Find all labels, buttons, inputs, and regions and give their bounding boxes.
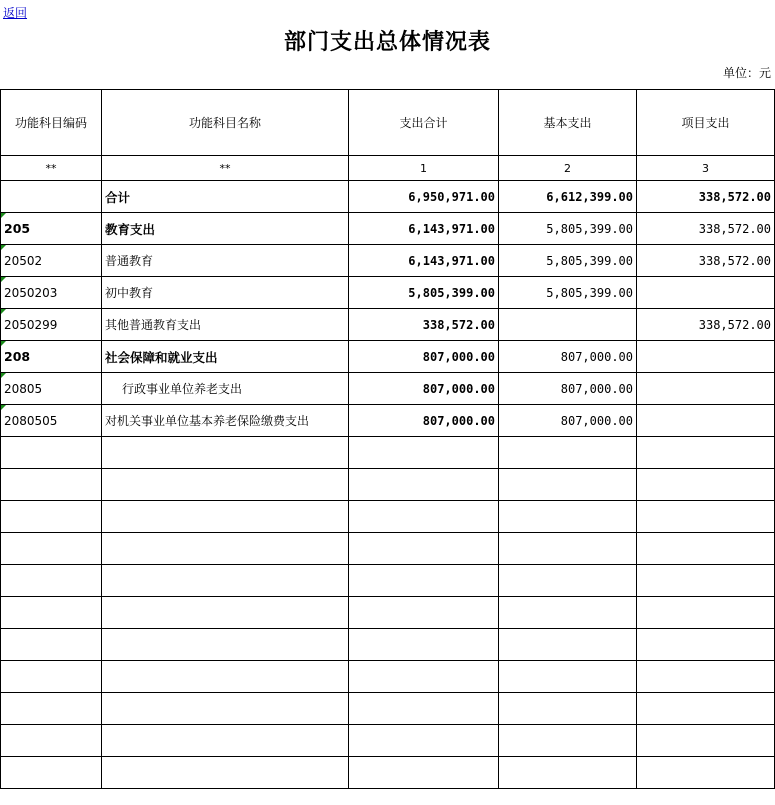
empty-cell	[349, 533, 499, 565]
name-cell: 对机关事业单位基本养老保险缴费支出	[102, 405, 349, 437]
empty-cell	[102, 725, 349, 757]
header-name: 功能科目名称	[102, 90, 349, 156]
empty-row	[1, 597, 775, 629]
empty-cell	[102, 533, 349, 565]
empty-cell	[102, 757, 349, 789]
basic-cell: 807,000.00	[499, 373, 637, 405]
cell-marker-icon	[1, 373, 6, 378]
total-cell: 6,143,971.00	[349, 245, 499, 277]
empty-row	[1, 725, 775, 757]
table-row	[1, 181, 775, 213]
name-cell: 社会保障和就业支出	[102, 341, 349, 373]
empty-cell	[637, 565, 775, 597]
empty-cell	[349, 501, 499, 533]
expenditure-table	[0, 89, 775, 789]
empty-cell	[637, 533, 775, 565]
empty-cell	[499, 661, 637, 693]
empty-row	[1, 629, 775, 661]
empty-cell	[349, 661, 499, 693]
total-cell: 5,805,399.00	[349, 277, 499, 309]
index-cell: 1	[349, 156, 499, 181]
index-cell: 2	[499, 156, 637, 181]
total-cell: 807,000.00	[349, 405, 499, 437]
total-cell: 6,950,971.00	[349, 181, 499, 213]
empty-cell	[499, 693, 637, 725]
page-title: 部门支出总体情况表	[283, 29, 491, 55]
empty-cell	[349, 565, 499, 597]
header-code: 功能科目编码	[1, 90, 102, 156]
table-row	[1, 277, 775, 309]
header-basic: 基本支出	[499, 90, 637, 156]
basic-cell: 5,805,399.00	[499, 213, 637, 245]
empty-cell	[1, 533, 102, 565]
name-cell: 行政事业单位养老支出	[102, 373, 349, 405]
total-cell: 807,000.00	[349, 373, 499, 405]
project-cell: 338,572.00	[637, 309, 775, 341]
project-cell	[637, 277, 775, 309]
empty-cell	[349, 597, 499, 629]
total-cell: 6,143,971.00	[349, 213, 499, 245]
empty-cell	[499, 565, 637, 597]
empty-cell	[349, 437, 499, 469]
empty-cell	[349, 757, 499, 789]
name-cell: 初中教育	[102, 277, 349, 309]
table-row	[1, 245, 775, 277]
code-cell	[1, 181, 102, 213]
empty-cell	[349, 469, 499, 501]
code-text: 2080505	[4, 413, 58, 428]
empty-cell	[499, 757, 637, 789]
basic-cell: 5,805,399.00	[499, 277, 637, 309]
empty-cell	[499, 469, 637, 501]
cell-marker-icon	[1, 213, 6, 218]
empty-cell	[637, 725, 775, 757]
empty-row	[1, 661, 775, 693]
code-cell	[1, 309, 102, 341]
empty-cell	[499, 597, 637, 629]
basic-cell	[499, 309, 637, 341]
empty-cell	[1, 693, 102, 725]
name-cell: 其他普通教育支出	[102, 309, 349, 341]
basic-cell: 6,612,399.00	[499, 181, 637, 213]
empty-cell	[499, 725, 637, 757]
empty-cell	[102, 661, 349, 693]
code-cell	[1, 373, 102, 405]
cell-marker-icon	[1, 405, 6, 410]
empty-cell	[499, 629, 637, 661]
header-total: 支出合计	[349, 90, 499, 156]
empty-row	[1, 469, 775, 501]
empty-cell	[637, 501, 775, 533]
empty-cell	[637, 693, 775, 725]
empty-cell	[1, 565, 102, 597]
basic-cell: 807,000.00	[499, 341, 637, 373]
empty-cell	[1, 757, 102, 789]
cell-marker-icon	[1, 309, 6, 314]
back-link[interactable]: 返回	[3, 6, 28, 20]
code-text: 208	[4, 349, 31, 364]
project-cell: 338,572.00	[637, 181, 775, 213]
cell-marker-icon	[1, 341, 6, 346]
total-cell: 338,572.00	[349, 309, 499, 341]
empty-cell	[102, 437, 349, 469]
code-text: 205	[4, 221, 31, 236]
empty-row	[1, 693, 775, 725]
code-cell	[1, 405, 102, 437]
table-row	[1, 213, 775, 245]
basic-cell: 807,000.00	[499, 405, 637, 437]
empty-row	[1, 533, 775, 565]
empty-cell	[1, 661, 102, 693]
cell-marker-icon	[1, 277, 6, 282]
basic-cell: 5,805,399.00	[499, 245, 637, 277]
empty-cell	[499, 501, 637, 533]
header-project: 项目支出	[637, 90, 775, 156]
empty-cell	[1, 501, 102, 533]
empty-cell	[102, 469, 349, 501]
empty-cell	[1, 629, 102, 661]
empty-cell	[637, 437, 775, 469]
empty-cell	[102, 597, 349, 629]
project-cell	[637, 373, 775, 405]
table-row	[1, 405, 775, 437]
code-cell	[1, 341, 102, 373]
empty-cell	[349, 693, 499, 725]
header-row	[1, 90, 775, 156]
empty-cell	[349, 725, 499, 757]
empty-row	[1, 437, 775, 469]
empty-cell	[102, 501, 349, 533]
empty-cell	[102, 629, 349, 661]
project-cell	[637, 405, 775, 437]
project-cell: 338,572.00	[637, 213, 775, 245]
name-cell: 合计	[102, 181, 349, 213]
unit-label: 单位：元	[722, 66, 771, 80]
empty-cell	[499, 533, 637, 565]
empty-cell	[1, 725, 102, 757]
empty-row	[1, 757, 775, 789]
code-cell	[1, 213, 102, 245]
empty-cell	[499, 437, 637, 469]
name-cell: 普通教育	[102, 245, 349, 277]
project-cell: 338,572.00	[637, 245, 775, 277]
empty-cell	[102, 693, 349, 725]
code-cell	[1, 245, 102, 277]
empty-cell	[1, 597, 102, 629]
name-cell: 教育支出	[102, 213, 349, 245]
empty-cell	[637, 469, 775, 501]
empty-cell	[637, 757, 775, 789]
total-cell: 807,000.00	[349, 341, 499, 373]
empty-cell	[102, 565, 349, 597]
empty-row	[1, 501, 775, 533]
empty-cell	[1, 437, 102, 469]
table-row	[1, 341, 775, 373]
code-text: 2050299	[4, 317, 58, 332]
code-text: 20502	[4, 253, 43, 268]
code-text: 2050203	[4, 285, 58, 300]
empty-cell	[637, 597, 775, 629]
index-cell: **	[1, 156, 102, 181]
index-cell: **	[102, 156, 349, 181]
index-row	[1, 156, 775, 181]
empty-cell	[1, 469, 102, 501]
table-row	[1, 309, 775, 341]
empty-cell	[637, 629, 775, 661]
index-cell: 3	[637, 156, 775, 181]
table-row	[1, 373, 775, 405]
code-text: 20805	[4, 381, 43, 396]
code-cell	[1, 277, 102, 309]
cell-marker-icon	[1, 245, 6, 250]
empty-cell	[637, 661, 775, 693]
empty-row	[1, 565, 775, 597]
empty-cell	[349, 629, 499, 661]
project-cell	[637, 341, 775, 373]
